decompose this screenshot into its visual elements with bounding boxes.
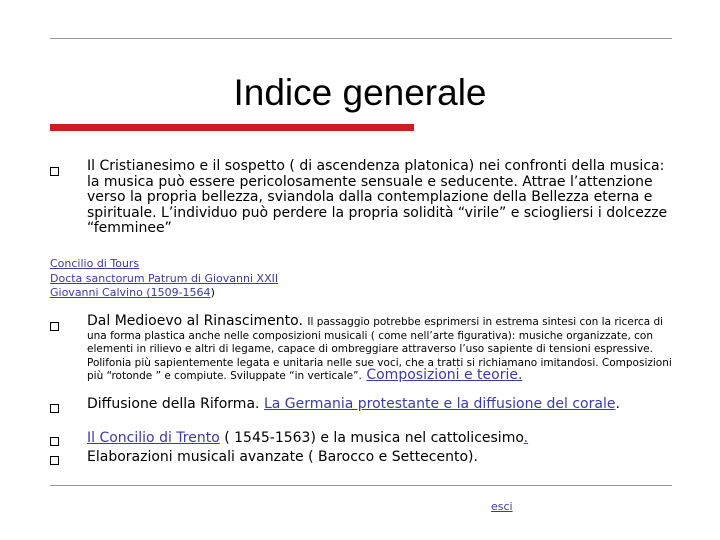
top-divider [50, 38, 672, 39]
bullet-intro [50, 167, 59, 176]
intro-paragraph: Il Cristianesimo e il sospetto ( di ascendenza platonica) nei confronti della musica: la musica può essere pericolosamente sensuale e seducente. Attrae l’attenzione verso la propria bellezza, sviandola dalla contemplazione della Bellezza eterna e spirituale. L’individuo può perdere la propria solidità “virile” e sciogliersi i dolcezze “femminee” [87, 158, 668, 236]
bullet-elaborazioni [50, 456, 59, 465]
riforma-paragraph [87, 397, 657, 413]
link-trento-tail[interactable]: . [523, 430, 529, 446]
bullet-trento [50, 437, 59, 446]
reference-links [50, 257, 278, 301]
medioevo-paragraph [87, 315, 677, 383]
medioevo-description: Il passaggio potrebbe esprimersi in estrema sintesi con la ricerca di una forma plastica anche nelle composizioni musicali ( come nell’arte figurativa): musiche organizzate, con elementi in rilievo e altri di legame, capace di ombreggiare attraverso l’uso sapiente di tensioni espressive. Polifonia più sapientemente legata e unitaria nelle sue voci, che a tratti si richiamano imitandosi. Composizioni più “rotonde ” e compiute. Sviluppate “in verticale”. [87, 316, 672, 382]
link-germania-protestante[interactable]: La Germania protestante e la diffusione del corale [263, 396, 616, 412]
trento-text: ( 1545-1563) e la musica nel cattolicesimo [219, 430, 524, 446]
page-title: Indice generale [233, 72, 487, 113]
bottom-divider [50, 485, 672, 486]
link-docta-sanctorum[interactable]: Docta sanctorum Patrum di Giovanni XXII [50, 271, 279, 285]
medioevo-title: Dal Medioevo al Rinascimento. [87, 313, 303, 329]
link-concilio-trento[interactable]: Il Concilio di Trento [87, 430, 220, 446]
bullet-riforma [50, 404, 59, 413]
title-accent-bar [50, 124, 414, 131]
trento-paragraph [87, 431, 687, 447]
bullet-medioevo [50, 322, 59, 331]
calvino-close-paren: ) [210, 286, 215, 299]
elaborazioni-paragraph: Elaborazioni musicali avanzate ( Barocco e Settecento). [87, 449, 478, 465]
link-concilio-tours[interactable]: Concilio di Tours [50, 257, 140, 270]
link-composizioni-teorie[interactable]: Composizioni e teorie. [366, 367, 523, 383]
link-giovanni-calvino[interactable]: Giovanni Calvino (1509-1564 [50, 286, 211, 299]
esci-link[interactable]: esci [491, 500, 513, 513]
riforma-period: . [615, 396, 620, 412]
riforma-text: Diffusione della Riforma. [87, 396, 260, 412]
